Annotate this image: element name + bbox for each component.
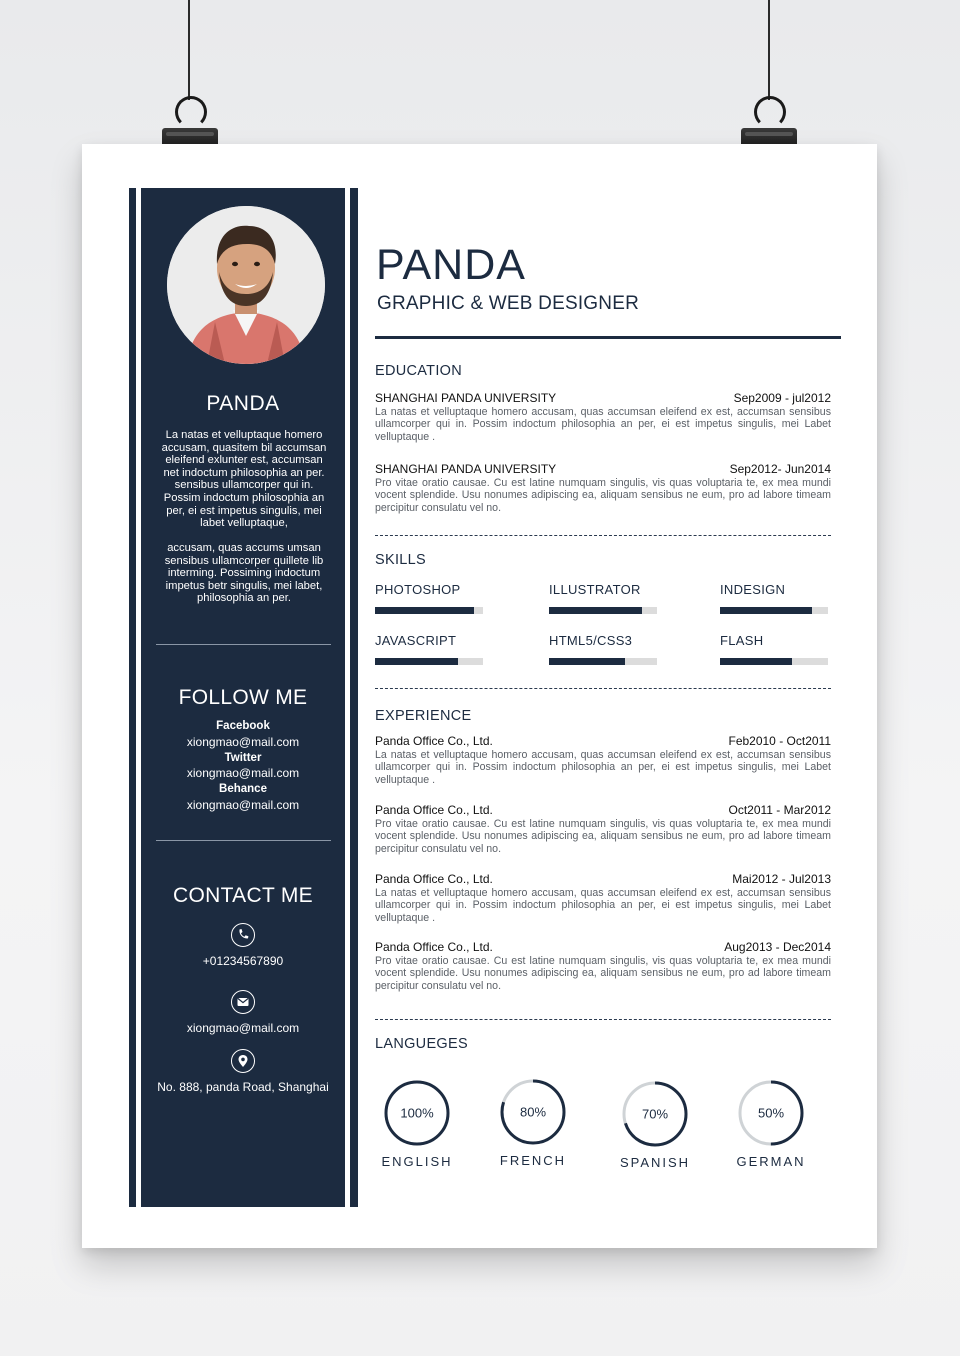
follow-handle[interactable]: xiongmao@mail.com (186, 766, 300, 781)
location-icon (231, 1049, 255, 1073)
skill-bar-fill (720, 658, 792, 665)
skills-heading: SKILLS (375, 552, 426, 568)
experience-description: La natas et velluptaque homero accusam, quas accumsan eleifend ex est, accumsan sensibus ullamcorper qui in. Possim indoctum philosophia an per, ei est impetus singulis, mei Labet velluptaque . (375, 887, 831, 924)
skill-bar-fill (375, 607, 474, 614)
experience-company: Panda Office Co., Ltd. (375, 803, 493, 817)
sidebar-divider (156, 644, 331, 645)
follow-network-behance: Behance (219, 783, 267, 796)
education-entry (375, 391, 831, 443)
language-percent: 80% (519, 1104, 547, 1120)
skill-bar-fill (375, 658, 458, 665)
skill-name: PHOTOSHOP (375, 582, 461, 597)
skill-bar-track (375, 658, 483, 665)
header-rule (375, 336, 841, 339)
skill-bar-fill (720, 607, 812, 614)
skill-name: FLASH (720, 633, 764, 648)
language-item (362, 1078, 472, 1169)
skill-name: JAVASCRIPT (375, 633, 457, 648)
language-item (600, 1079, 710, 1170)
skill-bar-track (720, 607, 828, 614)
hanging-wire-left (188, 0, 190, 100)
profile-photo (167, 206, 325, 364)
skill-bar-track (549, 607, 657, 614)
language-percent: 50% (757, 1105, 785, 1121)
experience-dates: Oct2011 - Mar2012 (728, 803, 831, 817)
language-ring (382, 1078, 452, 1148)
skill-bar-track (720, 658, 828, 665)
contact-address: No. 888, panda Road, Shanghai (157, 1080, 329, 1094)
experience-entry (375, 872, 831, 924)
section-divider (375, 688, 831, 689)
skill-item (375, 582, 485, 614)
skill-item (720, 582, 830, 614)
follow-handle[interactable]: xiongmao@mail.com (186, 734, 300, 749)
skill-name: ILLUSTRATOR (549, 582, 641, 597)
header-job-title: GRAPHIC & WEB DESIGNER (377, 293, 639, 314)
contact-phone[interactable]: +01234567890 (202, 954, 284, 968)
skill-bar-fill (549, 607, 642, 614)
language-ring (620, 1079, 690, 1149)
education-dates: Sep2012- Jun2014 (729, 462, 831, 476)
language-item (478, 1077, 588, 1168)
experience-company: Panda Office Co., Ltd. (375, 872, 493, 886)
language-name: GERMAN (736, 1154, 806, 1169)
experience-heading: EXPERIENCE (375, 708, 472, 724)
experience-description: Pro vitae oratio causae. Cu est latine numquam singulis, vis quas voluptaria te, ex mea mundi vocent splendide. Usu nonumes adipiscing ea, aliquam sensibus ne eum, pro ad labore timeam percipitur consulatu vel no. (375, 818, 831, 855)
language-item (716, 1078, 826, 1169)
education-school: SHANGHAI PANDA UNIVERSITY (375, 391, 557, 405)
skill-bar-track (375, 607, 483, 614)
follow-network-twitter: Twitter (224, 751, 262, 764)
skill-bar-track (549, 658, 657, 665)
language-percent: 70% (641, 1106, 669, 1122)
experience-dates: Mai2012 - Jul2013 (732, 872, 831, 886)
sidebar-about-paragraph-1: La natas et velluptaque homero accusam, quasitem bil accumsan eleifend exlunter est, accumsan net indoctum philosophia an per. sensibus ullamcorper qui in. Possim indoctum philosophia an per, ei est impetus singulis, mei labet velluptaque, (161, 429, 327, 530)
language-name: ENGLISH (381, 1154, 453, 1169)
education-entry (375, 462, 831, 514)
experience-description: La natas et velluptaque homero accusam, quas accumsan eleifend ex est, accumsan sensibus ullamcorper qui in. Possim indoctum philosophia an per, ei est impetus singulis, mei Labet velluptaque . (375, 749, 831, 786)
education-description: Pro vitae oratio causae. Cu est latine numquam singulis, vis quas voluptaria te, ex mea mundi vocent splendide. Usu nonumes adipiscing ea, aliquam sensibus ne eum, pro ad labore timeam percipitur consulatu vel no. (375, 477, 831, 514)
mail-icon (231, 990, 255, 1014)
header-name: PANDA (376, 241, 526, 289)
follow-list (141, 719, 345, 814)
section-divider (375, 535, 831, 536)
contact-email[interactable]: xiongmao@mail.com (186, 1021, 300, 1035)
languages-heading: LANGUEGES (375, 1036, 468, 1052)
experience-description: Pro vitae oratio causae. Cu est latine numquam singulis, vis quas voluptaria te, ex mea mundi vocent splendide. Usu nonumes adipiscing ea, aliquam sensibus ne eum, pro ad labore timeam percipitur consulatu vel no. (375, 955, 831, 992)
section-divider (375, 1019, 831, 1020)
skill-name: INDESIGN (720, 582, 786, 597)
resume-sheet (82, 144, 877, 1248)
language-percent: 100% (400, 1105, 434, 1121)
experience-entry (375, 734, 831, 786)
skill-item (375, 633, 485, 665)
skill-item (549, 582, 659, 614)
experience-dates: Feb2010 - Oct2011 (728, 734, 831, 748)
sidebar-edge-bar-left (129, 188, 136, 1207)
sidebar-divider (156, 840, 331, 841)
experience-entry (375, 803, 831, 855)
education-dates: Sep2009 - jul2012 (733, 391, 831, 405)
sidebar (141, 188, 345, 1207)
sidebar-edge-bar-right (350, 188, 358, 1207)
experience-dates: Aug2013 - Dec2014 (724, 940, 831, 954)
contact-me-heading: CONTACT ME (173, 884, 313, 907)
experience-company: Panda Office Co., Ltd. (375, 734, 493, 748)
follow-network-facebook: Facebook (216, 720, 270, 732)
education-description: La natas et velluptaque homero accusam, quas accumsan eleifend ex est, accumsan sensibus ullamcorper qui in. Possim indoctum philosophia an per, ei est impetus singulis, mei Labet velluptaque . (375, 406, 831, 443)
skill-item (549, 633, 659, 665)
education-heading: EDUCATION (375, 363, 463, 379)
hanging-wire-right (768, 0, 770, 100)
language-name: SPANISH (619, 1155, 691, 1170)
phone-icon (231, 923, 255, 947)
follow-me-heading: FOLLOW ME (178, 686, 308, 709)
skill-item (720, 633, 830, 665)
education-school: SHANGHAI PANDA UNIVERSITY (375, 462, 557, 476)
skill-bar-fill (549, 658, 625, 665)
skill-name: HTML5/CSS3 (549, 633, 633, 648)
language-ring (498, 1077, 568, 1147)
experience-company: Panda Office Co., Ltd. (375, 940, 493, 954)
language-name: FRENCH (499, 1153, 567, 1168)
language-ring (736, 1078, 806, 1148)
sidebar-about-paragraph-2: accusam, quas accums umsan sensibus ullamcorper quillete lib interming. Possiming indoctum impetus betr singulis, mei labet, philosophia an per. (164, 542, 324, 605)
follow-handle[interactable]: xiongmao@mail.com (186, 797, 300, 812)
sidebar-name: PANDA (206, 392, 280, 415)
experience-entry (375, 940, 831, 992)
